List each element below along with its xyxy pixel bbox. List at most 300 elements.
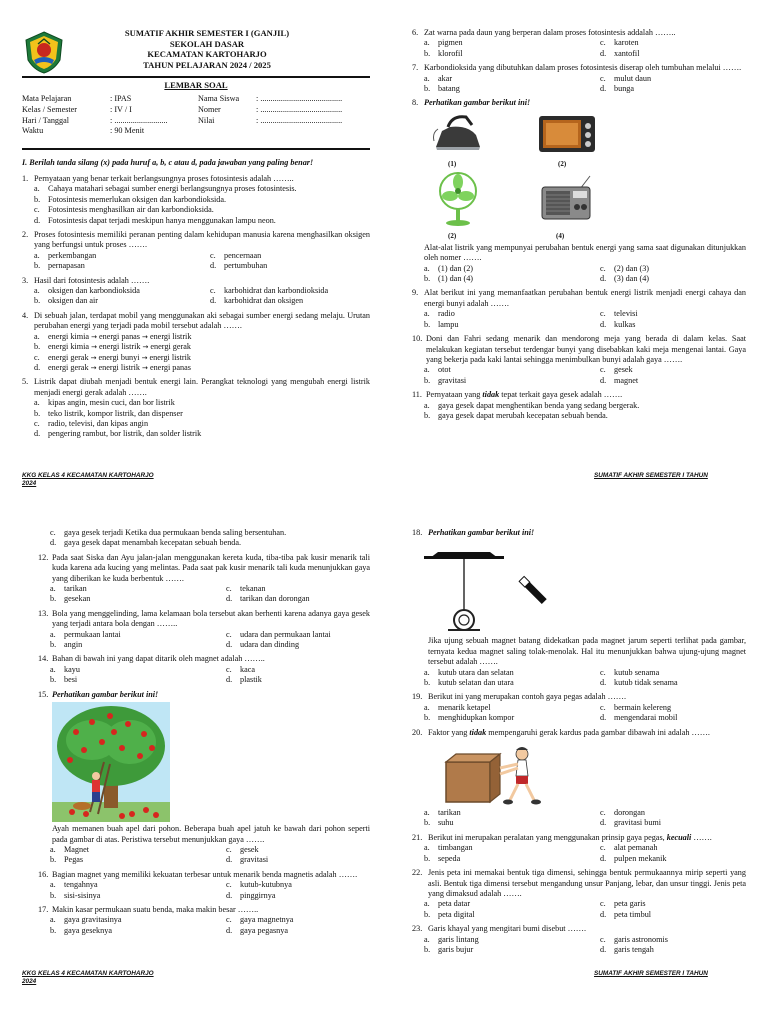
question-text: Di sebuah jalan, terdapat mobil yang menggunakan aki sebagai sumber energi sedang melaju. Urutan perubahan energi yang terjadi pada mobil tersebut adalah ……. <box>34 310 370 331</box>
option-text: Fotosintesis dapat terjadi meskipun hanya menggunakan lampu neon. <box>48 215 276 225</box>
option-text: garis lintang <box>438 934 479 944</box>
option-text: kipas angin, mesin cuci, dan bor listrik <box>48 398 175 408</box>
option-b[interactable]: b. gaya gesek dapat merubah kecepatan sebuah benda. <box>424 410 608 420</box>
info-label: Kelas / Semester <box>22 104 78 114</box>
option-c[interactable]: c. radio, televisi, dan kipas angin <box>34 418 149 428</box>
option-text: kutub senama <box>614 667 660 677</box>
option-b[interactable]: b. (1) dan (4) <box>424 274 474 284</box>
question-1 <box>22 174 370 226</box>
question-2 <box>22 230 370 272</box>
question-text: Pada saat Siska dan Ayu jalan-jalan menggunakan kereta kuda, tiba-tiba pak kusir menarik tali kuda karena ada kucing yang melintas. Pada saat pak kusir menarik tali kuda menunjukkan gaya yang diberikan ke kuda berbentuk ……. <box>52 552 370 583</box>
option-d[interactable]: d. tarikan dan dorongan <box>226 594 310 604</box>
option-a[interactable]: a. (1) dan (2) <box>424 263 474 273</box>
option-c[interactable]: c. garis astronomis <box>600 934 668 944</box>
question-text: Berikut ini yang merupakan contoh gaya pegas adalah ……. <box>428 692 627 702</box>
question-13 <box>38 609 370 651</box>
question-3 <box>22 276 370 307</box>
option-text: pinggirnya <box>240 890 276 900</box>
sheet-title: LEMBAR SOAL <box>164 80 228 90</box>
option-text: angin <box>64 640 83 650</box>
info-label: Waktu <box>22 126 44 136</box>
option-a[interactable]: a. menarik ketapel <box>424 702 491 712</box>
option-d[interactable]: d. pertumbuhan <box>210 261 268 271</box>
header-title-block <box>82 28 332 70</box>
option-d[interactable]: d. gravitasi <box>226 855 269 865</box>
info-value: : IV / I <box>110 104 132 114</box>
option-c[interactable]: c. pencernaan <box>210 250 262 260</box>
info-value: : .......................... <box>110 115 168 125</box>
question-19 <box>412 692 746 723</box>
option-text: teko listrik, kompor listrik, dan dispenser <box>48 408 183 418</box>
option-a[interactable]: a. Magnet <box>50 844 90 854</box>
option-d[interactable]: d. magnet <box>600 375 639 385</box>
question-text: ……. <box>691 832 712 842</box>
option-text: gaya geseknya <box>64 925 112 935</box>
option-d[interactable]: d. karbohidrat dan oksigen <box>210 296 304 306</box>
footer-year: 2024 <box>22 480 37 487</box>
info-value: : ........................................ <box>256 115 343 125</box>
question-10 <box>412 334 746 386</box>
electric-iron-icon <box>432 113 484 155</box>
option-text: gesekan <box>64 594 91 604</box>
info-row <box>22 94 370 105</box>
option-b[interactable]: b. batang <box>424 84 460 94</box>
option-text: kutub-kutubnya <box>240 880 292 890</box>
question-18 <box>412 528 746 688</box>
option-text: sisi-sisinya <box>64 890 101 900</box>
option-b[interactable]: b. besi <box>50 675 78 685</box>
option-text: karbohidrat dan oksigen <box>224 296 304 306</box>
option-text: gravitasi <box>438 375 467 385</box>
question-number: 15. <box>38 689 49 699</box>
option-text: suhu <box>438 818 454 828</box>
info-value: : 90 Menit <box>110 126 145 136</box>
option-b[interactable]: b. Fotosintesis memerlukan oksigen dan karbondioksida. <box>34 194 227 204</box>
option-text: alat pemanah <box>614 843 658 853</box>
option-c[interactable]: c. mulut daun <box>600 73 652 83</box>
header-line-2: SEKOLAH DASAR <box>169 38 245 49</box>
arrow-right-icon: → <box>142 332 148 341</box>
option-text: gaya gesek dapat menambah kecepatan sebuah benda. <box>64 538 242 548</box>
option-b[interactable]: b. gesekan <box>50 594 91 604</box>
option-c[interactable]: c. televisi <box>600 309 638 319</box>
footer-year: 2024 <box>22 978 37 985</box>
footer-right-page2: SUMATIF AKHIR SEMESTER I TAHUN <box>594 970 708 977</box>
option-a[interactable]: a. Cahaya matahari sebagai sumber energi berlangsungnya proses fotosintesis. <box>34 184 297 194</box>
option-d[interactable]: d. (3) dan (4) <box>600 274 650 284</box>
question-number: 9. <box>412 288 419 298</box>
option-text: magnet <box>614 375 639 385</box>
option-text: tarikan <box>64 584 87 594</box>
question-17 <box>38 905 370 936</box>
question-text: Pernyataan yang benar terkait berlangsungnya proses fotosintesis adalah …….. <box>34 174 294 183</box>
question-number: 5. <box>22 377 29 387</box>
info-label: Hari / Tanggal <box>22 115 70 125</box>
option-text: kutub tidak senama <box>614 678 678 688</box>
option-text: peta garis <box>614 899 646 909</box>
instruction: I. Berilah tanda silang (x) pada huruf a, b, c atau d, pada jawaban yang paling benar! <box>22 158 314 167</box>
energy-step: energi listrik <box>149 331 192 341</box>
option-b[interactable]: b. gaya geseknya <box>50 925 112 935</box>
option-d[interactable]: d. kulkas <box>600 319 636 329</box>
option-a[interactable]: a. tarikan <box>424 808 461 818</box>
option-a[interactable]: a. akar <box>424 73 453 83</box>
option-text: pertumbuhan <box>224 261 268 271</box>
radio-icon <box>540 175 592 221</box>
option-text: lampu <box>438 319 459 329</box>
option-text: garis tengah <box>614 944 654 954</box>
question-text: Berikut ini merupakan peralatan yang menggunakan prinsip gaya pegas, <box>428 832 667 842</box>
emphasis-text: tidak <box>482 390 500 400</box>
boy-pushing-box-picture <box>442 740 542 806</box>
question-text: Alat berikut ini yang memanfaatkan perubahan bentuk energi listrik menjadi energi cahaya dan energi bunyi adalah ……. <box>424 288 746 308</box>
option-d[interactable]: d. gaya pegasnya <box>226 925 288 935</box>
option-a[interactable]: a. perkembangan <box>34 250 97 260</box>
appliance-figures <box>424 109 746 243</box>
option-c[interactable]: c. Fotosintesis menghasilkan air dan karbondioksida. <box>34 205 214 215</box>
option-text: Cahaya matahari sebagai sumber energi berlangsungnya proses fotosintesis. <box>48 184 297 194</box>
option-a[interactable]: a. kipas angin, mesin cuci, dan bor listrik <box>34 398 175 408</box>
option-a[interactable]: a. kayu <box>50 664 80 674</box>
question-text: tepat terkait gaya gesek adalah ……. <box>499 390 623 400</box>
option-text: pigmen <box>438 38 463 48</box>
question-7 <box>412 63 746 94</box>
option-c[interactable]: c. alat pemanah <box>600 843 658 853</box>
option-text: gesek <box>240 844 259 854</box>
option-text: pengering rambut, bor listrik, dan solder listrik <box>48 429 202 439</box>
emphasis-text: kecuali <box>666 832 692 842</box>
question-number: 18. <box>412 528 423 537</box>
question-number: 1. <box>22 174 29 183</box>
question-number: 11. <box>412 390 422 400</box>
option-c[interactable]: c. karbohidrat dan karbondioksida <box>210 286 329 296</box>
question-text: Jika ujung sebuah magnet batang didekatkan pada magnet jarum seperti terlihat pada gambar, ternyata kedua magnet saling tolak-menolak. Hal itu menunjukkan bahwa ujung-ujung magnet tersebut adalah ……. <box>428 636 746 667</box>
question-8 <box>412 98 746 284</box>
option-c[interactable]: c. tekanan <box>226 584 266 594</box>
emphasis-text: tidak <box>469 727 487 737</box>
option-b[interactable]: b. oksigen dan air <box>34 296 99 306</box>
option-c[interactable]: c. karoten <box>600 38 639 48</box>
energy-step: energi listrik <box>149 352 191 362</box>
arrow-right-icon: → <box>91 343 97 352</box>
question-text: Garis khayal yang mengitari bumi disebut ……. <box>428 924 587 934</box>
question-number: 14. <box>38 654 49 664</box>
question-number: 19. <box>412 692 423 702</box>
option-a[interactable]: a. energi kimia → energi panas → energi listrik <box>34 331 192 341</box>
page1-left-column <box>22 174 370 444</box>
page2-right-column <box>412 528 746 959</box>
option-text: menghidupkan kompor <box>438 713 515 723</box>
question-text: Doni dan Fahri sedang menarik dan mendorong meja yang berada di dalam kelas. Saat melakukan kegiatan tersebut terdengar bunyi yang disebabkan kaki meja mengenai lantai. Gaya yang bekerja pada kaki lantai sehingga menimbulkan bunyi adalah gaya ……. <box>426 334 746 364</box>
question-5 <box>22 377 370 439</box>
option-a[interactable]: a. oksigen dan karbondioksida <box>34 286 140 296</box>
option-b[interactable]: b. teko listrik, kompor listrik, dan dispenser <box>34 408 183 418</box>
footer-left-page2 <box>22 970 154 986</box>
arrow-right-icon: → <box>90 353 97 362</box>
option-a[interactable]: a. permukaan lantai <box>50 629 121 639</box>
question-text: Makin kasar permukaan suatu benda, maka makin besar …….. <box>52 904 259 914</box>
footer-text: KKG KELAS 4 KECAMATAN KARTOHARJO <box>22 970 154 977</box>
option-text: tengahnya <box>64 880 98 890</box>
option-b[interactable]: b. energi kimia → energi listrik → energi gerak <box>34 342 191 352</box>
question-text: Zat warna pada daun yang berperan dalam proses fotosintesis addalah …….. <box>424 28 676 37</box>
question-text: Bahan di bawah ini yang dapat ditarik oleh magnet adalah …….. <box>52 654 265 664</box>
option-c[interactable]: c. (2) dan (3) <box>600 263 650 273</box>
question-number: 4. <box>22 310 29 320</box>
option-text: sepeda <box>438 853 461 863</box>
arrow-right-icon: → <box>91 332 97 341</box>
figure-label: (2) <box>448 231 457 240</box>
question-11 <box>412 390 746 421</box>
electric-fan-icon <box>436 171 480 227</box>
option-text: kutub selatan dan utara <box>438 678 514 688</box>
option-b[interactable]: b. Pegas <box>50 855 84 865</box>
energy-step: energi kimia <box>48 331 90 341</box>
option-c[interactable]: c. dorongan <box>600 808 645 818</box>
option-b[interactable]: b. peta digital <box>424 909 475 919</box>
option-text: gravitasi <box>240 855 269 865</box>
option-text: televisi <box>614 309 638 319</box>
option-c[interactable]: c. gaya magnetnya <box>226 915 294 925</box>
info-value: : ........................................ <box>256 104 343 114</box>
question-text: Bagian magnet yang memiliki kekuatan terbesar untuk menarik benda magnetis adalah ……. <box>52 869 358 879</box>
question-text: Karbondioksida yang dibutuhkan dalam proses fotosintesis diserap oleh tumbuhan melalui ……. <box>424 63 742 73</box>
option-text: plastik <box>240 675 262 685</box>
option-text: Magnet <box>64 844 90 854</box>
page1-right-column <box>412 28 746 425</box>
option-d[interactable]: d. pengering rambut, bor listrik, dan solder listrik <box>34 429 202 439</box>
energy-step: energi listrik <box>98 362 140 372</box>
option-d[interactable]: d. gaya gesek dapat menambah kecepatan sebuah benda. <box>50 538 242 548</box>
option-b[interactable]: b. kutub selatan dan utara <box>424 678 514 688</box>
question-15 <box>38 690 370 866</box>
question-number: 13. <box>38 608 49 618</box>
header-line-1: SUMATIF AKHIR SEMESTER I (GANJIL) <box>124 28 290 38</box>
option-a[interactable]: a. pigmen <box>424 38 463 48</box>
option-text: otot <box>438 365 451 375</box>
option-c[interactable]: c. kutub-kutubnya <box>226 880 292 890</box>
footer-text: KKG KELAS 4 KECAMATAN KARTOHARJO <box>22 472 154 479</box>
option-c[interactable]: c. gesek <box>600 365 633 375</box>
energy-step: energi kimia <box>48 342 90 352</box>
option-d[interactable]: d. pinggirnya <box>226 890 276 900</box>
option-b[interactable]: b. klorofil <box>424 48 463 58</box>
option-text: peta timbul <box>614 909 652 919</box>
option-text: garis astronomis <box>614 934 668 944</box>
question-text: Faktor yang <box>428 727 470 737</box>
magnet-needle-diagram <box>424 540 554 632</box>
option-text: menarik ketapel <box>438 702 491 712</box>
option-c[interactable]: c. kaca <box>226 664 255 674</box>
info-divider <box>22 148 370 150</box>
option-text: Fotosintesis memerlukan oksigen dan karbondioksida. <box>48 194 227 204</box>
option-b[interactable]: b. garis bujur <box>424 944 474 954</box>
question-number: 22. <box>412 868 423 878</box>
option-d[interactable]: d. kutub tidak senama <box>600 678 678 688</box>
energy-step: energi listrik <box>98 342 141 352</box>
option-text: gaya gesek dapat merubah kecepatan sebuah benda. <box>438 410 608 420</box>
option-text: gaya magnetnya <box>240 915 294 925</box>
energy-step: energi gerak <box>48 352 89 362</box>
energy-step: energi gerak <box>48 362 89 372</box>
option-text: dorongan <box>614 808 645 818</box>
option-text: oksigen dan air <box>48 296 99 306</box>
option-text: tarikan <box>438 808 461 818</box>
option-text: kayu <box>64 664 80 674</box>
option-text: perkembangan <box>48 250 97 260</box>
question-text: Perhatikan gambar berikut ini! <box>424 98 531 108</box>
option-d[interactable]: d. xantofil <box>600 48 640 58</box>
arrow-right-icon: → <box>90 363 97 372</box>
arrow-right-icon: → <box>142 343 149 352</box>
option-text: besi <box>64 675 78 685</box>
option-d[interactable]: d. bunga <box>600 84 635 94</box>
option-text: oksigen dan karbondioksida <box>48 286 140 296</box>
option-b[interactable]: b. angin <box>50 640 83 650</box>
option-text: tekanan <box>240 584 266 594</box>
question-4 <box>22 311 370 373</box>
option-d[interactable]: d. gravitasi bumi <box>600 818 662 828</box>
option-text: xantofil <box>614 48 640 58</box>
question-text: Listrik dapat diubah menjadi bentuk energi lain. Perangkat teknologi yang mengubah energi listrik menjadi energi gerak adalah ……. <box>34 377 370 397</box>
option-a[interactable]: a. tengahnya <box>50 880 98 890</box>
option-text: peta digital <box>438 909 475 919</box>
option-text: gravitasi bumi <box>614 818 662 828</box>
info-label: Nilai <box>198 115 215 125</box>
option-text: garis bujur <box>438 944 474 954</box>
question-number: 17. <box>38 904 49 914</box>
option-text: radio <box>438 309 455 319</box>
option-text: timbangan <box>438 843 473 853</box>
option-d[interactable]: d. pulpen mekanik <box>600 853 667 863</box>
option-c[interactable]: c. energi gerak → energi bunyi → energi listrik <box>34 352 191 362</box>
option-a[interactable]: a. otot <box>424 365 451 375</box>
figure-label: (1) <box>448 159 457 168</box>
footer-left-page1 <box>22 472 154 488</box>
option-b[interactable]: b. sepeda <box>424 853 461 863</box>
info-label: Mata Pelajaran <box>22 94 72 103</box>
option-a[interactable]: a. peta datar <box>424 899 471 909</box>
student-info-table <box>22 94 370 137</box>
option-text: udara dan permukaan lantai <box>240 629 331 639</box>
question-text: mempengaruhi gerak kardus pada gambar dibawah ini adalah ……. <box>486 727 710 737</box>
option-c[interactable]: c. udara dan permukaan lantai <box>226 629 331 639</box>
option-a[interactable]: a. garis lintang <box>424 934 479 944</box>
option-text: batang <box>438 84 460 94</box>
option-a[interactable]: a. timbangan <box>424 843 473 853</box>
option-d[interactable]: d. energi gerak → energi listrik → energi panas <box>34 362 191 372</box>
option-text: bermain kelereng <box>614 702 672 712</box>
question-text: Proses fotosintesis memiliki peranan penting dalam kehidupan manusia karena menghasilkan oksigen yang berfungsi untuk proses ……. <box>34 230 370 250</box>
question-text: Hasil dari fotosintesis adalah ……. <box>34 275 150 285</box>
option-d[interactable]: d. peta timbul <box>600 909 652 919</box>
option-text: (1) dan (2) <box>438 263 474 273</box>
question-number: 20. <box>412 727 423 737</box>
option-text: mengendarai mobil <box>614 713 678 723</box>
question-16 <box>38 870 370 901</box>
info-value: : ........................................ <box>256 94 343 103</box>
question-12 <box>38 553 370 605</box>
question-6 <box>412 28 746 59</box>
question-20 <box>412 728 746 829</box>
option-d[interactable]: d. plastik <box>226 675 262 685</box>
option-a[interactable]: a. tarikan <box>50 584 87 594</box>
option-text: kaca <box>240 664 255 674</box>
option-a[interactable]: a. gaya gesek dapat menghentikan benda yang sedang bergerak. <box>424 400 640 410</box>
option-text: pulpen mekanik <box>614 853 667 863</box>
question-11-continued <box>38 528 370 549</box>
option-text: kulkas <box>614 319 636 329</box>
option-text: mulut daun <box>614 73 652 83</box>
energy-step: energi gerak <box>150 342 191 352</box>
question-text: Ayah memanen buah apel dari pohon. Beberapa buah apel jatuh ke bawah dari pohon seperti pada gambar di atas. Peristiwa tersebut menunjukkan gaya ……. <box>52 824 370 844</box>
option-text: Fotosintesis menghasilkan air dan karbondioksida. <box>48 205 214 215</box>
question-text: Perhatikan gambar berikut ini! <box>52 689 159 699</box>
option-text: tarikan dan dorongan <box>240 594 310 604</box>
info-label: Nama Siswa <box>198 94 240 103</box>
energy-step: energi bunyi <box>98 352 140 362</box>
option-c[interactable]: c. bermain kelereng <box>600 702 672 712</box>
question-number: 21. <box>412 832 423 842</box>
question-21 <box>412 833 746 864</box>
header-line-3: KECAMATAN KARTOHARJO <box>147 49 267 60</box>
option-text: gaya pegasnya <box>240 925 288 935</box>
exam-header <box>22 28 370 76</box>
option-d[interactable]: d. garis tengah <box>600 944 654 954</box>
option-b[interactable]: b. gravitasi <box>424 375 467 385</box>
question-14 <box>38 654 370 685</box>
page2-left-column <box>38 528 370 940</box>
question-number: 3. <box>22 275 29 285</box>
option-text: gaya gesek dapat menghentikan benda yang sedang bergerak. <box>438 400 640 410</box>
option-text: (3) dan (4) <box>614 274 650 284</box>
option-d[interactable]: d. udara dan dinding <box>226 640 300 650</box>
option-b[interactable]: b. lampu <box>424 319 459 329</box>
option-text: klorofil <box>438 48 463 58</box>
option-a[interactable]: a. kutub utara dan selatan <box>424 667 514 677</box>
info-row <box>22 126 370 137</box>
option-c[interactable]: c. gaya gesek terjadi Ketika dua permukaan benda saling bersentuhan. <box>50 528 287 537</box>
figure-label: (2) <box>558 159 567 168</box>
option-c[interactable]: c. gesek <box>226 844 259 854</box>
option-b[interactable]: b. sisi-sisinya <box>50 890 101 900</box>
option-b[interactable]: b. pernapasan <box>34 261 85 271</box>
option-text: (2) dan (3) <box>614 263 650 273</box>
apple-tree-picture <box>52 702 170 822</box>
option-b[interactable]: b. menghidupkan kompor <box>424 713 515 723</box>
option-text: pernapasan <box>48 261 85 271</box>
option-text: (1) dan (4) <box>438 274 474 284</box>
option-text: karbohidrat dan karbondioksida <box>224 286 329 296</box>
arrow-right-icon: → <box>141 353 148 362</box>
option-text: udara dan dinding <box>240 640 300 650</box>
option-a[interactable]: a. gaya gravitasinya <box>50 915 122 925</box>
option-b[interactable]: b. suhu <box>424 818 454 828</box>
option-d[interactable]: d. Fotosintesis dapat terjadi meskipun hanya menggunakan lampu neon. <box>34 215 276 225</box>
option-text: permukaan lantai <box>64 629 121 639</box>
option-a[interactable]: a. radio <box>424 309 455 319</box>
question-number: 2. <box>22 230 29 240</box>
question-number: 16. <box>38 869 49 879</box>
option-text: karoten <box>614 38 639 48</box>
header-line-4: TAHUN PELAJARAN 2024 / 2025 <box>143 59 271 70</box>
option-text: akar <box>438 73 453 83</box>
footer-right-page1: SUMATIF AKHIR SEMESTER I TAHUN <box>594 472 708 479</box>
option-c[interactable]: c. kutub senama <box>600 667 660 677</box>
option-d[interactable]: d. mengendarai mobil <box>600 713 678 723</box>
question-number: 10. <box>412 334 423 344</box>
option-c[interactable]: c. peta garis <box>600 899 646 909</box>
